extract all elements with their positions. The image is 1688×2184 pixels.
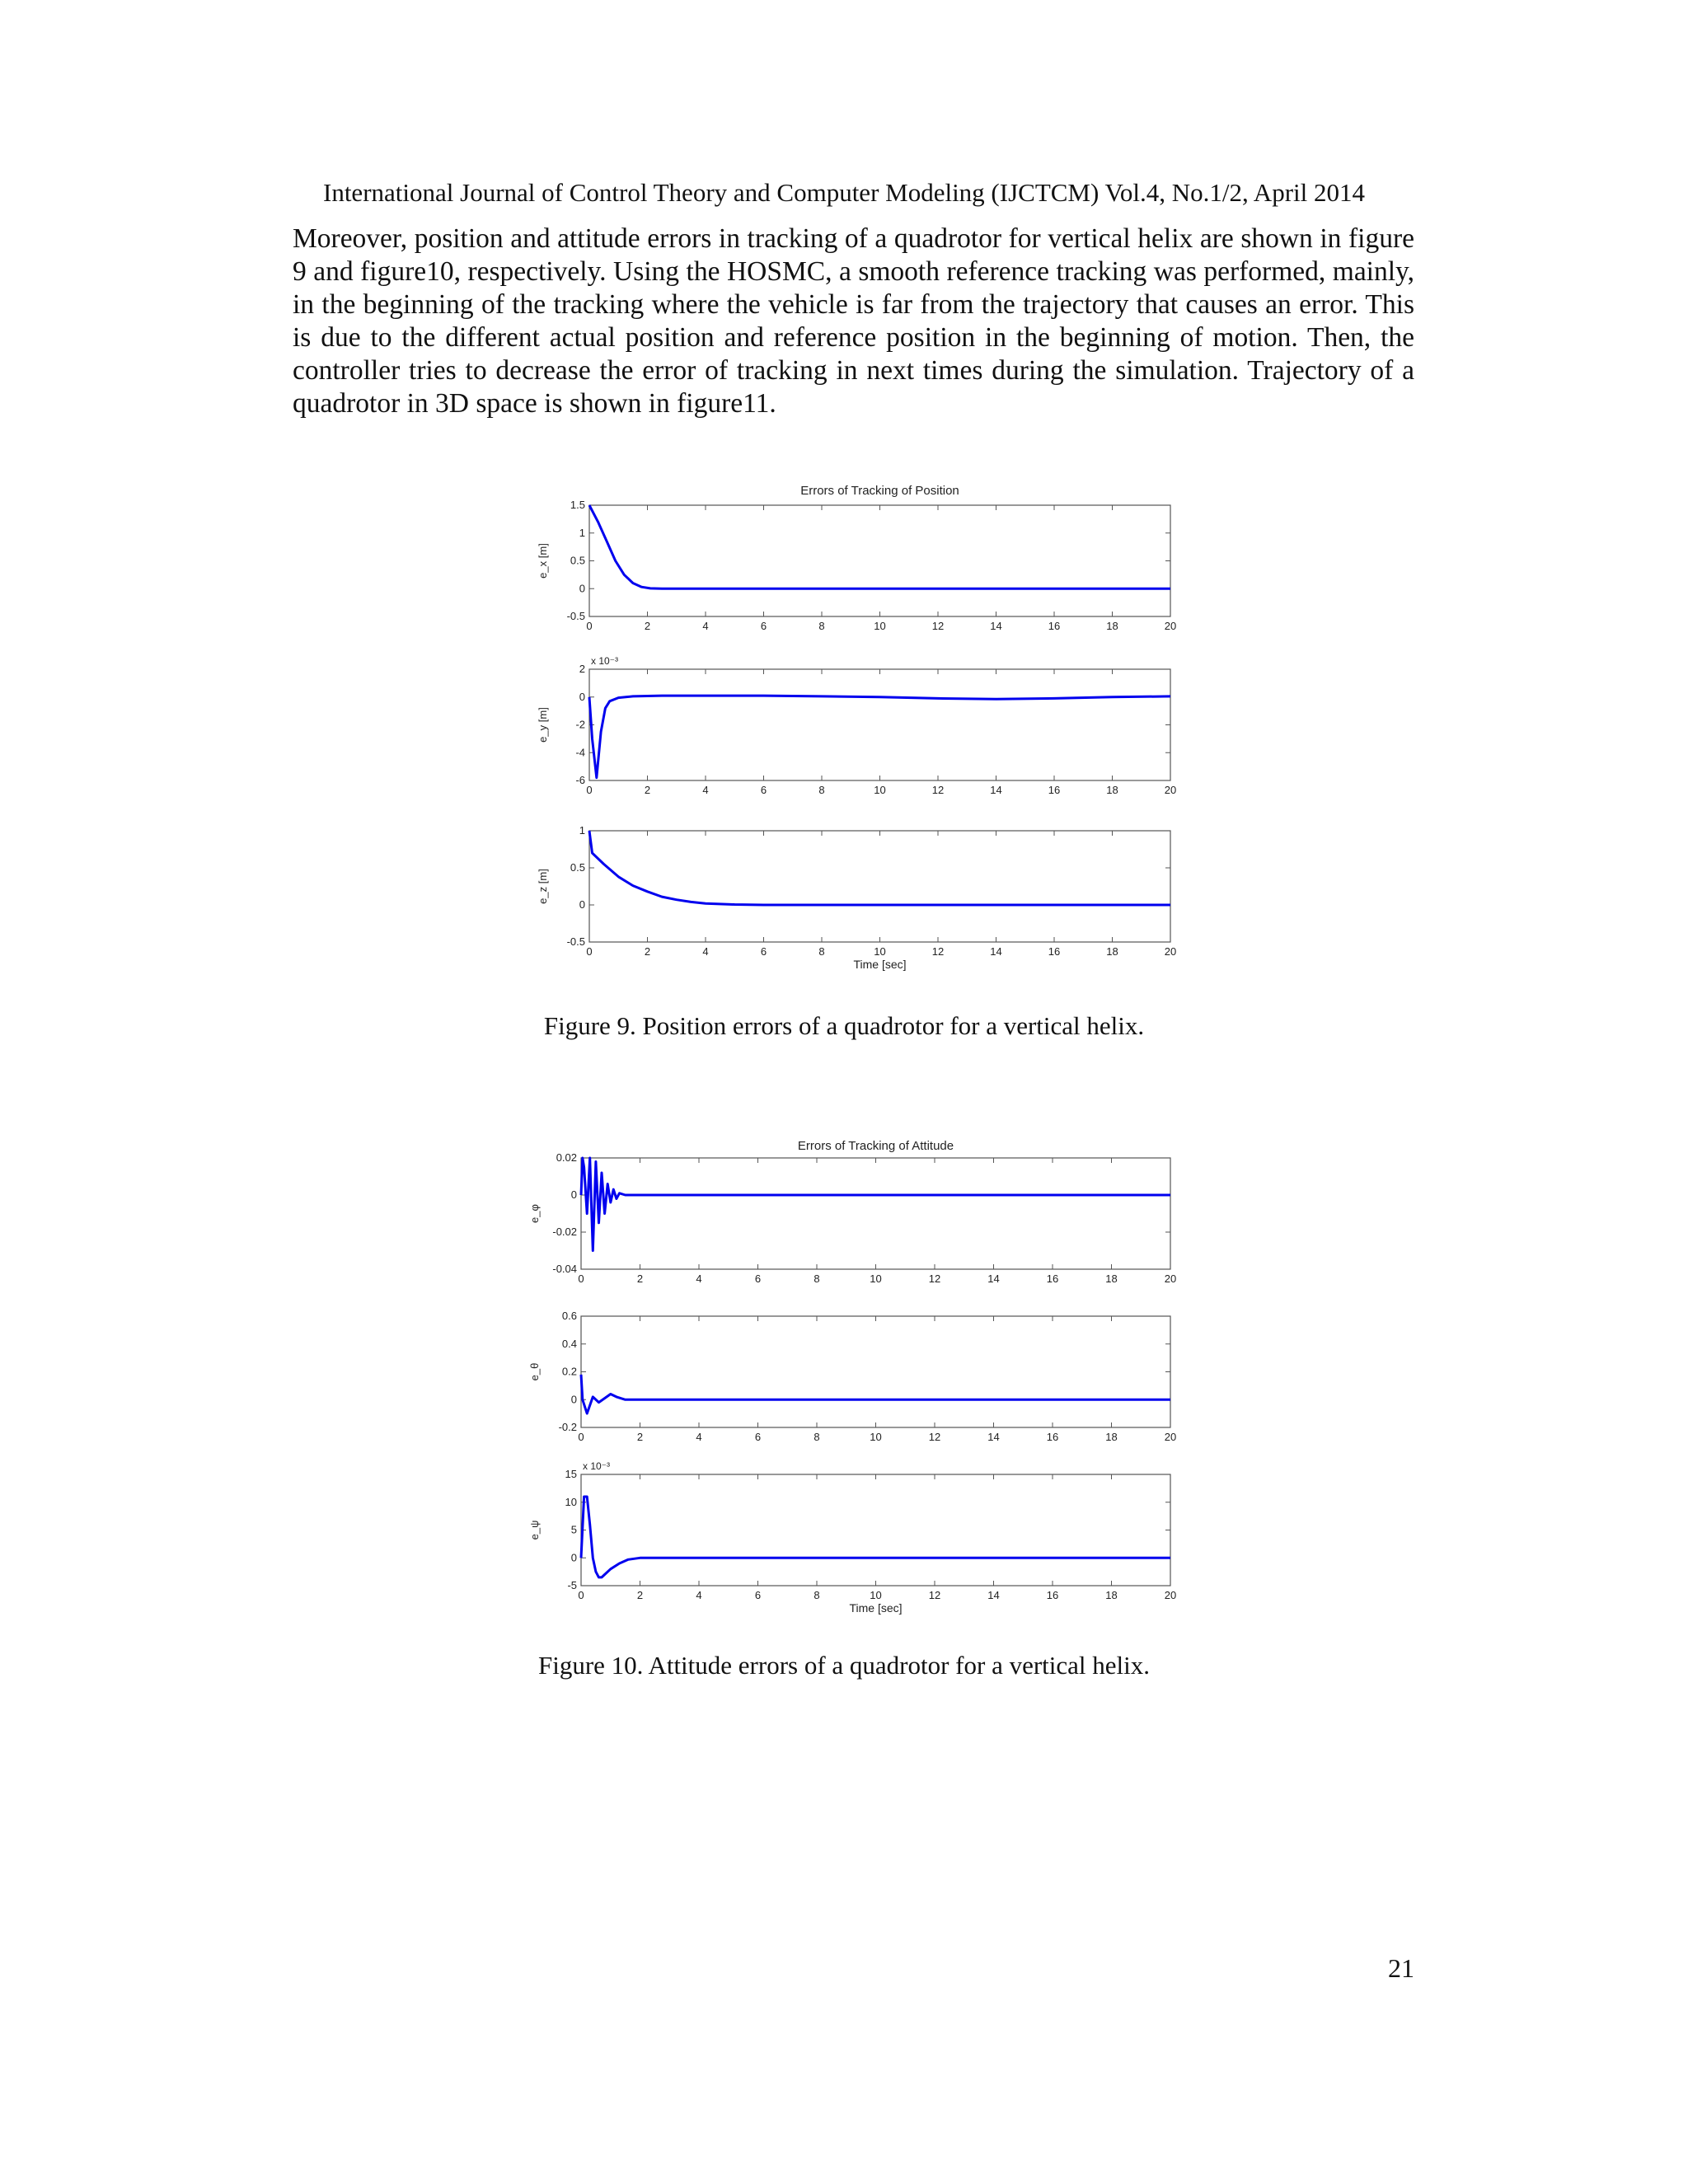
figure-9 — [511, 478, 1187, 989]
x-tick-label: 14 — [987, 1589, 1000, 1601]
x-tick-label: 12 — [928, 1431, 941, 1443]
y-tick-label: -6 — [575, 774, 585, 786]
x-tick-label: 18 — [1105, 1272, 1118, 1285]
x-tick-label: 2 — [644, 945, 651, 958]
x-tick-label: 4 — [702, 945, 709, 958]
x-tick-label: 12 — [931, 620, 945, 632]
y-tick-label: 0.6 — [561, 1310, 577, 1322]
body-paragraph: Moreover, position and attitude errors in tracking of a quadrotor for vertical helix are shown in figure 9 and figure10, respectively. Using the HOSMC, a smooth reference tracking was performed, mainly, in the beginning of the tracking where the vehicle is far from the trajectory that causes an error. This is due to the different actual position and reference position in the beginning of motion. Then, the controller tries to decrease the error of tracking in next times during the simulation. Trajectory of a quadrotor in 3D space is shown in figure11. — [293, 223, 1414, 419]
x-tick-label: 4 — [696, 1272, 702, 1285]
y-tick-label: 0 — [570, 1393, 577, 1406]
x-tick-label: 2 — [636, 1431, 644, 1443]
x-tick-label: 12 — [928, 1589, 941, 1601]
y-tick-label: -0.2 — [558, 1421, 577, 1433]
x-tick-label: 0 — [578, 1272, 584, 1285]
x-tick-label: 6 — [760, 784, 767, 796]
axes-frame — [589, 505, 1170, 616]
y-axis-label: e_z [m] — [537, 869, 549, 904]
x-tick-label: 0 — [586, 784, 593, 796]
y-tick-label: 5 — [570, 1523, 577, 1536]
y-axis-label: e_φ — [528, 1204, 541, 1223]
x-tick-label: 0 — [578, 1431, 584, 1443]
x-tick-label: 18 — [1105, 1589, 1118, 1601]
y-exponent-label: x 10⁻³ — [591, 655, 619, 667]
x-tick-label: 8 — [814, 1272, 820, 1285]
x-tick-label: 6 — [760, 945, 767, 958]
y-tick-label: -0.5 — [566, 935, 585, 948]
x-tick-label: 14 — [987, 1431, 1000, 1443]
y-tick-label: 0 — [570, 1188, 577, 1201]
axes-frame — [581, 1316, 1170, 1427]
y-tick-label: 0.5 — [570, 861, 585, 874]
y-tick-label: 10 — [565, 1495, 577, 1508]
x-tick-label: 6 — [754, 1272, 762, 1285]
y-tick-label: 0.2 — [561, 1365, 577, 1378]
axes-frame — [581, 1474, 1170, 1586]
x-tick-label: 16 — [1046, 1272, 1059, 1285]
x-tick-label: 8 — [818, 784, 825, 796]
y-axis-label: e_ψ — [528, 1520, 541, 1540]
page-number: 21 — [1388, 1953, 1414, 1983]
y-axis-label: e_θ — [528, 1362, 541, 1381]
y-tick-label: -0.02 — [552, 1226, 577, 1238]
chart-title: Errors of Tracking of Position — [800, 484, 959, 498]
y-tick-label: 1 — [579, 526, 585, 539]
x-tick-label: 4 — [702, 620, 709, 632]
x-tick-label: 18 — [1106, 945, 1118, 958]
x-tick-label: 6 — [760, 620, 767, 632]
x-tick-label: 0 — [586, 620, 593, 632]
x-tick-label: 20 — [1164, 1431, 1177, 1443]
x-tick-label: 4 — [696, 1431, 702, 1443]
x-tick-label: 16 — [1048, 784, 1061, 796]
figure-9-caption: Figure 9. Position errors of a quadrotor for a vertical helix. — [543, 1011, 1145, 1040]
x-tick-label: 20 — [1164, 620, 1177, 632]
axes-frame — [589, 669, 1170, 780]
figure-10-chart — [511, 1133, 1187, 1628]
x-tick-label: 20 — [1164, 1272, 1177, 1285]
x-tick-label: 6 — [754, 1589, 762, 1601]
x-tick-label: 14 — [987, 1272, 1000, 1285]
x-tick-label: 12 — [928, 1272, 941, 1285]
x-tick-label: 8 — [818, 945, 825, 958]
y-tick-label: 0 — [579, 582, 585, 595]
x-axis-label: Time [sec] — [853, 958, 907, 971]
y-tick-label: 0.02 — [556, 1151, 577, 1164]
x-tick-label: 12 — [931, 784, 945, 796]
journal-header: International Journal of Control Theory and Computer Modeling (IJCTCM) Vol.4, No.1/2, April 2014 — [323, 178, 1365, 207]
subplot-1 — [537, 499, 1176, 632]
figure-9-chart — [511, 478, 1187, 989]
x-tick-label: 16 — [1046, 1431, 1059, 1443]
y-tick-label: 2 — [579, 663, 585, 675]
x-tick-label: 6 — [754, 1431, 762, 1443]
figure-10 — [511, 1133, 1187, 1628]
axes-frame — [581, 1158, 1170, 1269]
x-tick-label: 8 — [814, 1589, 820, 1601]
y-tick-label: 1.5 — [570, 499, 585, 511]
y-tick-label: -0.04 — [552, 1263, 577, 1275]
x-tick-label: 8 — [818, 620, 825, 632]
axes-frame — [589, 831, 1170, 942]
x-tick-label: 10 — [874, 945, 886, 958]
x-tick-label: 14 — [990, 620, 1002, 632]
x-tick-label: 10 — [870, 1431, 882, 1443]
subplot-2 — [537, 655, 1176, 796]
x-tick-label: 2 — [644, 784, 651, 796]
x-tick-label: 4 — [702, 784, 709, 796]
x-tick-label: 2 — [644, 620, 651, 632]
figure-10-caption: Figure 10. Attitude errors of a quadrotor for a vertical helix. — [537, 1651, 1151, 1680]
x-tick-label: 2 — [636, 1272, 644, 1285]
x-tick-label: 4 — [696, 1589, 702, 1601]
x-tick-label: 18 — [1106, 620, 1118, 632]
x-tick-label: 12 — [931, 945, 945, 958]
x-tick-label: 16 — [1048, 620, 1061, 632]
y-tick-label: 0 — [579, 898, 585, 911]
y-tick-label: 0 — [570, 1551, 577, 1564]
x-tick-label: 14 — [990, 945, 1002, 958]
x-tick-label: 20 — [1164, 1589, 1177, 1601]
x-tick-label: 0 — [586, 945, 593, 958]
x-tick-label: 8 — [814, 1431, 820, 1443]
x-axis-label: Time [sec] — [849, 1601, 903, 1615]
subplot-1 — [528, 1151, 1176, 1285]
x-tick-label: 10 — [874, 620, 886, 632]
x-tick-label: 16 — [1046, 1589, 1059, 1601]
subplot-3 — [528, 1460, 1176, 1601]
y-axis-label: e_y [m] — [537, 707, 549, 743]
x-tick-label: 0 — [578, 1589, 584, 1601]
x-tick-label: 20 — [1164, 945, 1177, 958]
y-tick-label: 0.4 — [561, 1337, 577, 1350]
y-tick-label: -4 — [575, 746, 585, 759]
y-tick-label: -2 — [575, 718, 585, 731]
x-tick-label: 2 — [636, 1589, 644, 1601]
y-tick-label: -5 — [567, 1579, 577, 1591]
y-tick-label: 0 — [579, 690, 585, 703]
subplot-3 — [537, 824, 1176, 958]
x-tick-label: 16 — [1048, 945, 1061, 958]
x-tick-label: 18 — [1105, 1431, 1118, 1443]
x-tick-label: 10 — [870, 1589, 882, 1601]
x-tick-label: 18 — [1106, 784, 1118, 796]
x-tick-label: 10 — [874, 784, 886, 796]
y-tick-label: 0.5 — [570, 554, 585, 567]
y-tick-label: 15 — [565, 1468, 577, 1480]
x-tick-label: 20 — [1164, 784, 1177, 796]
y-tick-label: -0.5 — [566, 610, 585, 622]
chart-title: Errors of Tracking of Attitude — [797, 1139, 954, 1153]
x-tick-label: 14 — [990, 784, 1002, 796]
y-tick-label: 1 — [579, 824, 585, 837]
x-tick-label: 10 — [870, 1272, 882, 1285]
subplot-2 — [528, 1310, 1176, 1443]
y-axis-label: e_x [m] — [537, 543, 549, 579]
y-exponent-label: x 10⁻³ — [583, 1460, 611, 1472]
